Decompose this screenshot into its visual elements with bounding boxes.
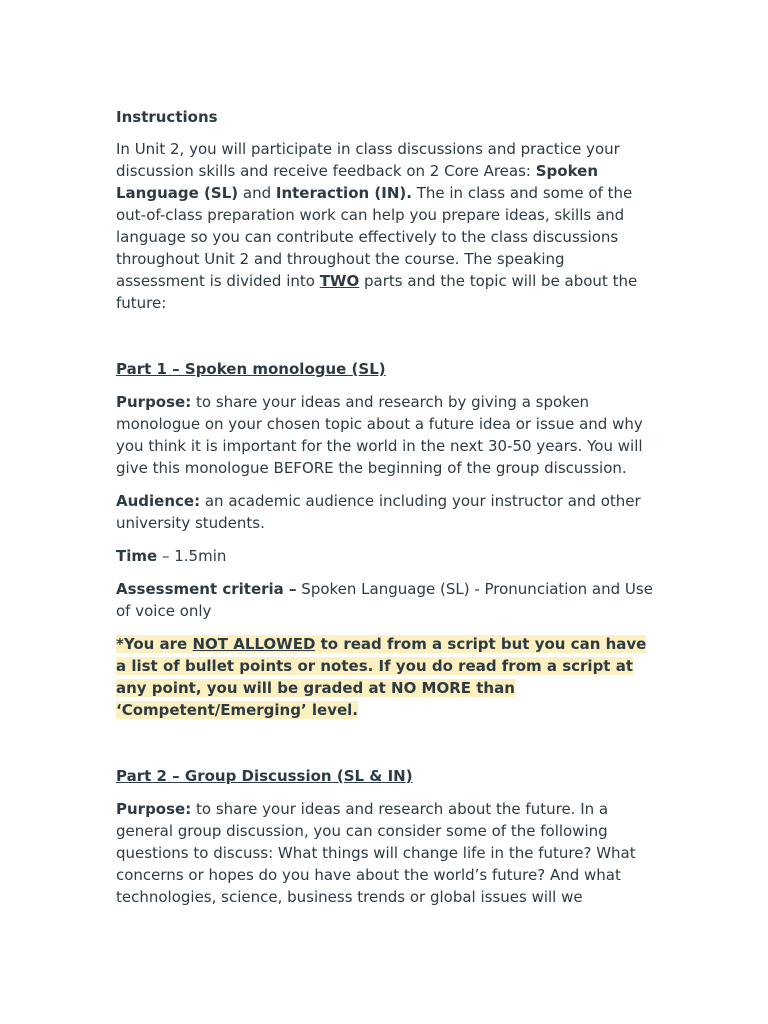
part1-audience-label: Audience: — [116, 492, 201, 510]
intro-two: TWO — [319, 272, 360, 290]
part2-purpose — [116, 798, 656, 908]
intro-and: and — [238, 184, 276, 202]
part1-audience — [116, 490, 656, 534]
part1-purpose — [116, 391, 656, 479]
part1-criteria-label: Assessment criteria – — [116, 580, 297, 598]
part1-heading: Part 1 – Spoken monologue (SL) — [116, 360, 386, 378]
part1-time — [116, 545, 656, 567]
part1-note-text-2: to read from a script but you can have a list of bullet points or notes. If you do read from a script at any point, you will be graded at NO MORE than ‘Competent/Emerging’ level. — [116, 635, 647, 719]
part1-time-text: – 1.5min — [157, 547, 227, 565]
part2-purpose-label: Purpose: — [116, 800, 192, 818]
part1-criteria — [116, 578, 656, 622]
part2-purpose-text: to share your ideas and research about the future. In a general group discussion, you can consider some of the following questions to discuss: What things will change life in the future? What concerns or hopes do you have about the world’s future? And what technologies, science, business trends or global issues will we — [116, 800, 636, 906]
part1-note — [116, 633, 656, 721]
part2-heading: Part 2 – Group Discussion (SL & IN) — [116, 767, 413, 785]
document-content — [116, 106, 656, 919]
part1-note-not-allowed: NOT ALLOWED — [192, 635, 316, 653]
intro-interaction: Interaction (IN). — [275, 184, 412, 202]
instructions-heading: Instructions — [116, 108, 218, 126]
part1-purpose-label: Purpose: — [116, 393, 192, 411]
intro-paragraph — [116, 138, 656, 314]
intro-text-2: The in class and some of the out-of-class preparation work can help you prepare ideas, skills and language so you can contribute effectively to the class discussions throughout Unit 2 and throughout the course. The speaking assessment is divided into — [116, 184, 633, 290]
part1-note-text-1: *You are — [116, 635, 193, 653]
part1-criteria-text: Spoken Language (SL) - Pronunciation and Use of voice only — [116, 580, 653, 620]
part1-time-label: Time — [116, 547, 158, 565]
intro-spoken-language: Spoken Language (SL) — [116, 162, 599, 202]
intro-text-1: In Unit 2, you will participate in class discussions and practice your discussion skills and receive feedback on 2 Core Areas: — [116, 140, 620, 180]
intro-text-3: parts and the topic will be about the future: — [116, 272, 638, 312]
part1-purpose-text: to share your ideas and research by giving a spoken monologue on your chosen topic about a future idea or issue and why you think it is important for the world in the next 30-50 years. You will give this monologue BEFORE the beginning of the group discussion. — [116, 393, 643, 477]
part1-audience-text: an academic audience including your instructor and other university students. — [116, 492, 641, 532]
